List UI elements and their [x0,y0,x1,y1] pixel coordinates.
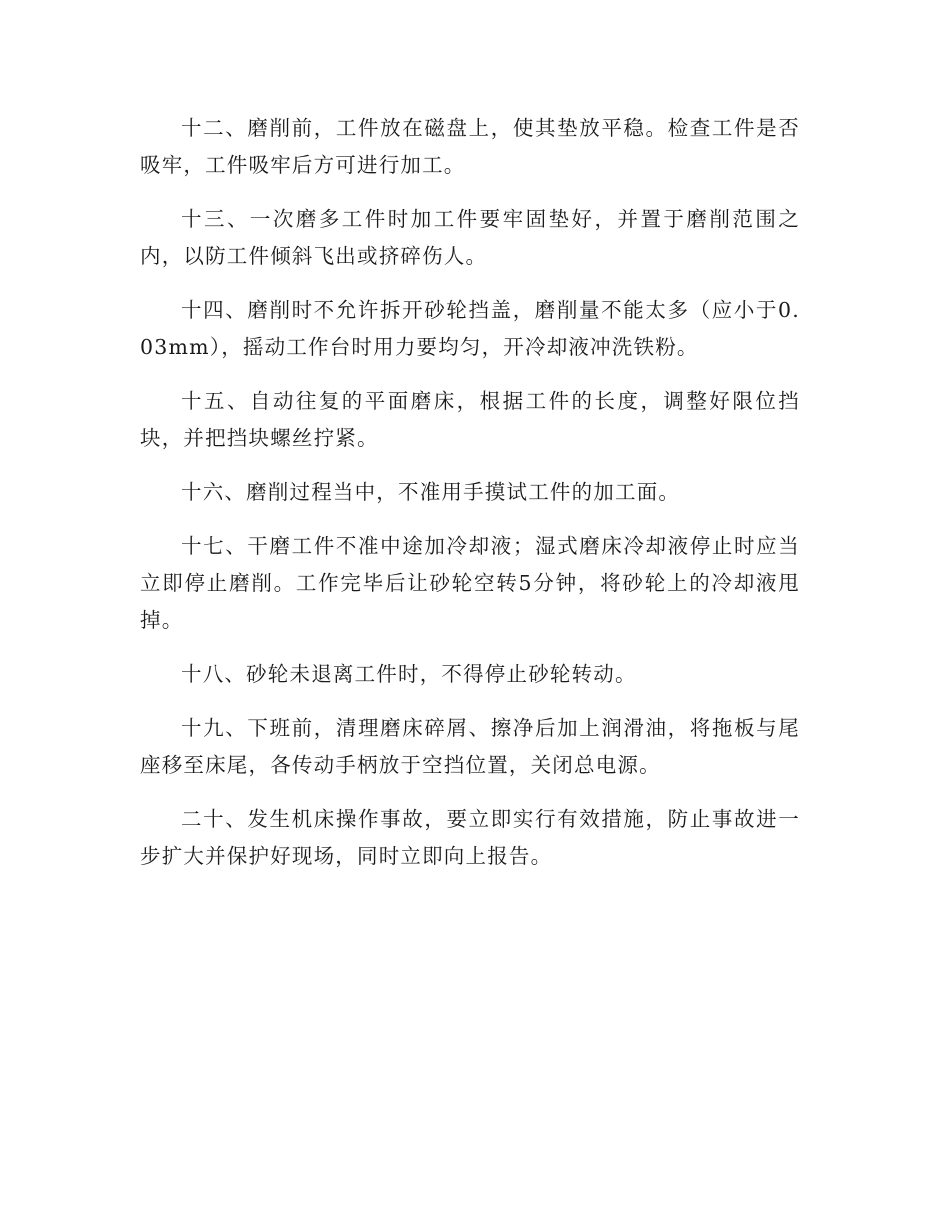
paragraph-14: 十四、磨削时不允许拆开砂轮挡盖，磨削量不能太多（应小于0.03mm），摇动工作台时用力要均匀，开冷却液冲洗铁粉。 [140,298,800,359]
paragraph-15: 十五、自动往复的平面磨床，根据工件的长度，调整好限位挡块，并把挡块螺丝拧紧。 [140,389,800,450]
paragraph-16: 十六、磨削过程当中，不准用手摸试工件的加工面。 [181,480,681,504]
paragraph-19: 十九、下班前，清理磨床碎屑、擦净后加上润滑油，将拖板与尾座移至床尾，各传动手柄放于空挡位置，关闭总电源。 [140,716,800,777]
document-body [140,110,800,892]
paragraph-17: 十七、干磨工件不准中途加冷却液；湿式磨床冷却液停止时应当立即停止磨削。工作完毕后让砂轮空转5分钟，将砂轮上的冷却液甩掉。 [140,534,800,632]
paragraph-13: 十三、一次磨多工件时加工件要牢固垫好，并置于磨削范围之内，以防工件倾斜飞出或挤碎伤人。 [140,207,800,268]
paragraph-12: 十二、磨削前，工件放在磁盘上，使其垫放平稳。检查工件是否吸牢，工件吸牢后方可进行加工。 [140,116,800,177]
paragraph-20: 二十、发生机床操作事故，要立即实行有效措施，防止事故进一步扩大并保护好现场，同时立即向上报告。 [140,807,800,868]
paragraph-18: 十八、砂轮未退离工件时，不得停止砂轮转动。 [181,662,637,686]
